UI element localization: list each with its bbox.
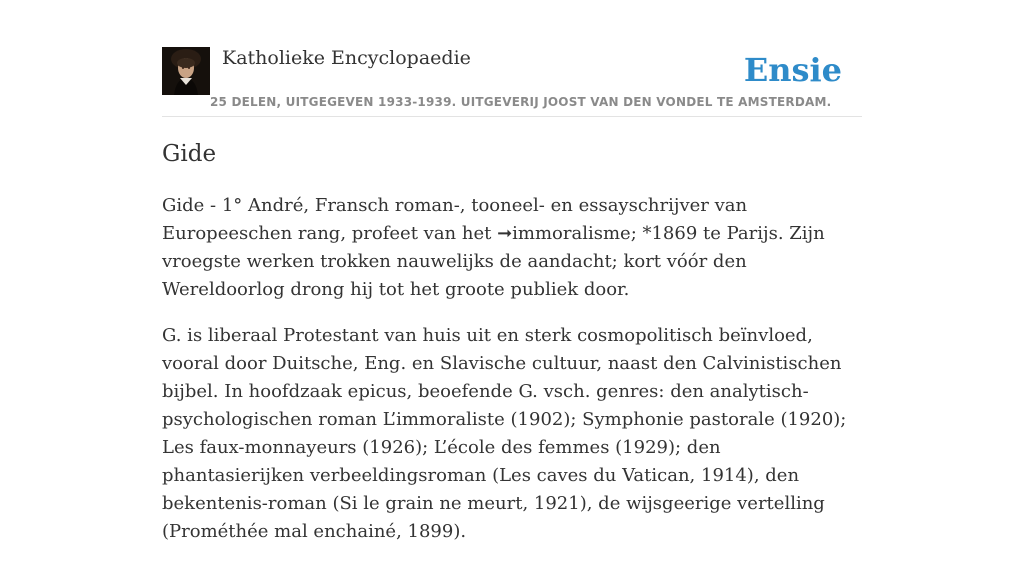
source-avatar-icon[interactable] [162,47,210,95]
source-header [162,46,862,117]
brand-logo[interactable]: Ensie [743,51,842,89]
portrait-icon [162,47,210,95]
source-title[interactable]: Katholieke Encyclopaedie [222,47,471,69]
article-paragraph: Gide - 1° André, Fransch roman-, tooneel- en essayschrijver van Europeeschen rang, profeet van het ➞immoralisme; *1869 te Parijs. Zijn vroegste werken trokken nauwelijks de aandacht; kort vóór den Wereldoorlog drong hij tot het groote publiek door. [162,195,825,300]
article-content [162,136,862,564]
article-paragraph: G. is liberaal Protestant van huis uit en sterk cosmopolitisch beïnvloed, vooral door Duitsche, Eng. en Slavische cultuur, naast den Calvinistischen bijbel. In hoofdzaak epicus, beoefende G. vsch. genres: den analytisch-psychologischen roman L’immoraliste (1902); Symphonie pastorale (1920); Les faux-monnayeurs (1926); L’école des femmes (1929); den phantasierijken verbeeldingsroman (Les caves du Vatican, 1914), den bekentenis-roman (Si le grain ne meurt, 1921), de wijsgeerige vertelling (Prométhée mal enchainé, 1899). [162,325,847,542]
entry-title: Gide [162,141,217,167]
source-subtitle: 25 DELEN, UITGEGEVEN 1933-1939. UITGEVERIJ JOOST VAN DEN VONDEL TE AMSTERDAM. [210,95,832,109]
